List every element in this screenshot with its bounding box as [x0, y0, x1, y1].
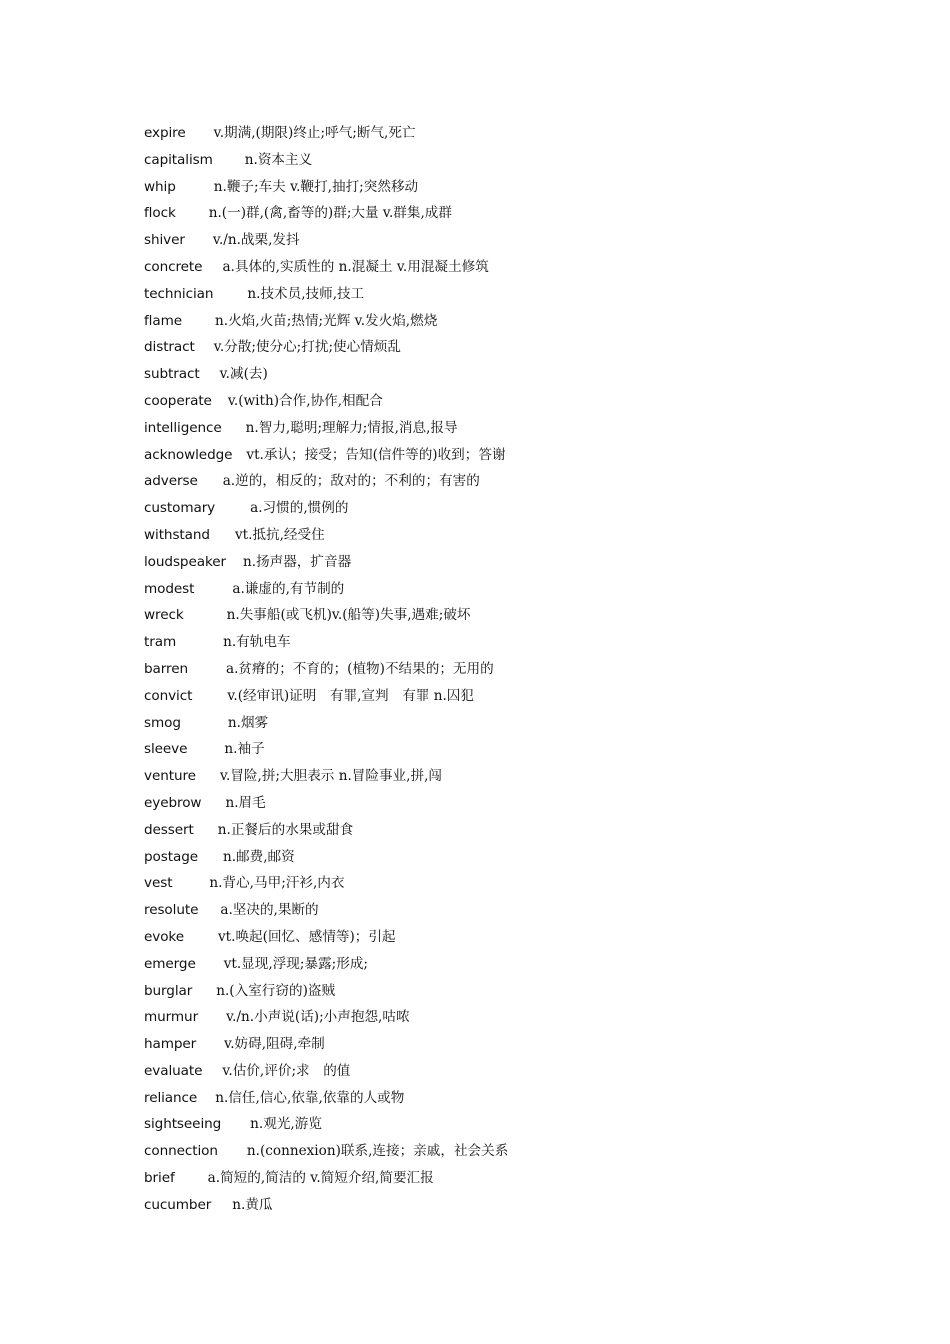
vocab-definition: vt.唤起(回忆、感情等)；引起: [217, 928, 396, 945]
vocab-word: flock: [144, 205, 176, 222]
vocab-word: tram: [144, 634, 177, 651]
vocab-entry: [144, 1165, 508, 1192]
vocab-definition: n.失事船(或飞机)v.(船等)失事,遇难;破坏: [226, 607, 471, 624]
vocab-definition: v.冒险,拼;大胆表示 n.冒险事业,拼,闯: [219, 768, 442, 785]
vocab-entry: [144, 629, 508, 656]
vocab-entry: [144, 495, 508, 522]
vocab-entry: [144, 227, 508, 254]
vocab-word: reliance: [144, 1089, 198, 1106]
vocab-entry: [144, 870, 508, 897]
vocab-definition: a.具体的,实质性的 n.混凝土 v.用混凝土修筑: [222, 258, 489, 275]
vocab-word: cooperate: [144, 392, 212, 409]
vocab-entry: [144, 361, 508, 388]
vocab-definition: v.(with)合作,协作,相配合: [227, 392, 383, 409]
vocab-word: hamper: [144, 1036, 197, 1053]
vocab-entry: [144, 817, 508, 844]
vocab-definition: v.减(去): [219, 366, 268, 383]
vocab-entry: [144, 844, 508, 871]
vocab-word: sleeve: [144, 741, 188, 758]
vocab-word: connection: [144, 1143, 218, 1160]
vocab-word: adverse: [144, 473, 198, 490]
vocab-entry: [144, 1058, 508, 1085]
vocab-definition: n.观光,游览: [250, 1116, 322, 1133]
vocab-word: brief: [144, 1170, 175, 1187]
vocab-entry: [144, 200, 508, 227]
vocab-definition: a.习惯的,惯例的: [250, 500, 349, 517]
vocab-definition: a.谦虚的,有节制的: [232, 580, 345, 597]
vocab-entry: [144, 308, 508, 335]
vocab-entry: [144, 281, 508, 308]
vocab-word: whip: [144, 178, 176, 195]
vocab-word: acknowledge: [144, 446, 233, 463]
vocab-entry: [144, 978, 508, 1005]
vocab-word: resolute: [144, 902, 199, 919]
vocab-definition: n.正餐后的水果或甜食: [217, 821, 354, 838]
vocab-definition: n.(一)群,(禽,畜等的)群;大量 v.群集,成群: [208, 205, 452, 222]
vocab-word: shiver: [144, 232, 185, 249]
vocab-word: burglar: [144, 982, 193, 999]
vocab-word: evoke: [144, 928, 184, 945]
vocab-definition: a.贫瘠的；不育的；(植物)不结果的；无用的: [225, 660, 494, 677]
vocab-entry: [144, 763, 508, 790]
vocab-entry: [144, 951, 508, 978]
vocab-word: wreck: [144, 607, 184, 624]
vocab-word: subtract: [144, 366, 200, 383]
vocab-word: smog: [144, 714, 181, 731]
vocab-entry: [144, 174, 508, 201]
vocab-word: customary: [144, 500, 216, 517]
vocab-entry: [144, 790, 508, 817]
vocab-word: barren: [144, 660, 188, 677]
vocab-definition: v.期满,(期限)终止;呼气;断气,死亡: [213, 125, 416, 141]
vocab-entry: [144, 1004, 508, 1031]
vocab-definition: n.有轨电车: [223, 634, 291, 651]
vocab-entry: [144, 388, 508, 415]
vocab-definition: v./n.战栗,发抖: [212, 232, 300, 249]
vocab-entry: [144, 924, 508, 951]
vocab-word: modest: [144, 580, 195, 597]
vocab-entry: [144, 415, 508, 442]
vocab-definition: n.(connexion)联系,连接；亲戚，社会关系: [246, 1143, 509, 1160]
vocab-word: cucumber: [144, 1196, 212, 1213]
vocab-definition: a.简短的,简洁的 v.简短介绍,简要汇报: [207, 1170, 434, 1187]
vocab-definition: n.扬声器，扩音器: [242, 553, 352, 570]
vocab-definition: v./n.小声说(话);小声抱怨,咕哝: [226, 1009, 410, 1026]
vocab-definition: n.技术员,技师,技工: [247, 285, 365, 302]
vocab-entry: [144, 334, 508, 361]
vocab-entry: [144, 549, 508, 576]
vocab-definition: a.坚决的,果断的: [220, 902, 319, 919]
vocab-definition: v.妨碍,阻碍,牵制: [224, 1036, 325, 1053]
vocab-definition: n.黄瓜: [232, 1196, 273, 1213]
vocab-word: flame: [144, 312, 182, 329]
vocab-definition: n.火焰,火苗;热情;光辉 v.发火焰,燃烧: [215, 312, 438, 329]
vocab-word: venture: [144, 768, 196, 785]
vocab-entry: [144, 442, 508, 469]
vocab-definition: v.估价,评价;求 的值: [222, 1062, 351, 1079]
vocab-word: expire: [144, 125, 186, 141]
vocab-word: evaluate: [144, 1062, 203, 1079]
vocabulary-list: [144, 120, 508, 1219]
vocab-definition: n.智力,聪明;理解力;情报,消息,报导: [245, 419, 458, 436]
vocab-entry: [144, 1085, 508, 1112]
vocab-word: postage: [144, 848, 198, 865]
vocab-definition: vt.抵抗,经受住: [234, 526, 325, 543]
vocab-entry: [144, 120, 508, 147]
vocab-entry: [144, 602, 508, 629]
vocab-entry: [144, 147, 508, 174]
vocab-word: distract: [144, 339, 195, 356]
vocab-definition: n.(入室行窃的)盗贼: [216, 982, 336, 999]
vocab-definition: n.信任,信心,依靠,依靠的人或物: [215, 1089, 405, 1106]
vocab-word: concrete: [144, 258, 203, 275]
vocab-entry: [144, 656, 508, 683]
vocab-entry: [144, 522, 508, 549]
vocab-word: intelligence: [144, 419, 222, 436]
vocab-definition: n.袖子: [224, 741, 265, 758]
vocab-entry: [144, 897, 508, 924]
vocab-word: convict: [144, 687, 193, 704]
vocab-word: loudspeaker: [144, 553, 226, 570]
vocab-word: sightseeing: [144, 1116, 222, 1133]
vocab-entry: [144, 468, 508, 495]
vocab-word: murmur: [144, 1009, 199, 1026]
vocab-entry: [144, 1031, 508, 1058]
vocab-word: vest: [144, 875, 173, 892]
vocab-word: emerge: [144, 955, 196, 972]
vocab-entry: [144, 683, 508, 710]
vocab-definition: vt.显现,浮现;暴露;形成;: [223, 955, 368, 972]
vocab-definition: v.(经审讯)证明 有罪,宣判 有罪 n.囚犯: [227, 687, 474, 704]
vocab-definition: vt.承认；接受；告知(信件等的)收到；答谢: [246, 446, 506, 463]
vocab-definition: n.资本主义: [244, 151, 313, 168]
vocab-entry: [144, 576, 508, 603]
vocab-word: technician: [144, 285, 214, 302]
vocab-word: capitalism: [144, 151, 213, 168]
vocab-definition: n.鞭子;车夫 v.鞭打,抽打;突然移动: [213, 178, 419, 195]
vocab-definition: n.背心,马甲;汗衫,内衣: [209, 875, 345, 892]
vocab-entry: [144, 736, 508, 763]
vocab-definition: a.逆的，相反的；敌对的；不利的；有害的: [222, 473, 480, 490]
vocab-definition: n.邮费,邮资: [222, 848, 295, 865]
vocab-entry: [144, 1192, 508, 1219]
vocab-word: eyebrow: [144, 794, 202, 811]
vocab-entry: [144, 710, 508, 737]
vocab-entry: [144, 254, 508, 281]
vocab-definition: n.眉毛: [225, 794, 266, 811]
vocab-definition: n.烟雾: [227, 714, 269, 731]
vocab-entry: [144, 1111, 508, 1138]
vocab-word: withstand: [144, 526, 210, 543]
vocab-definition: v.分散;使分心;打扰;使心情烦乱: [213, 339, 402, 356]
vocab-word: dessert: [144, 821, 194, 838]
vocab-entry: [144, 1138, 508, 1165]
